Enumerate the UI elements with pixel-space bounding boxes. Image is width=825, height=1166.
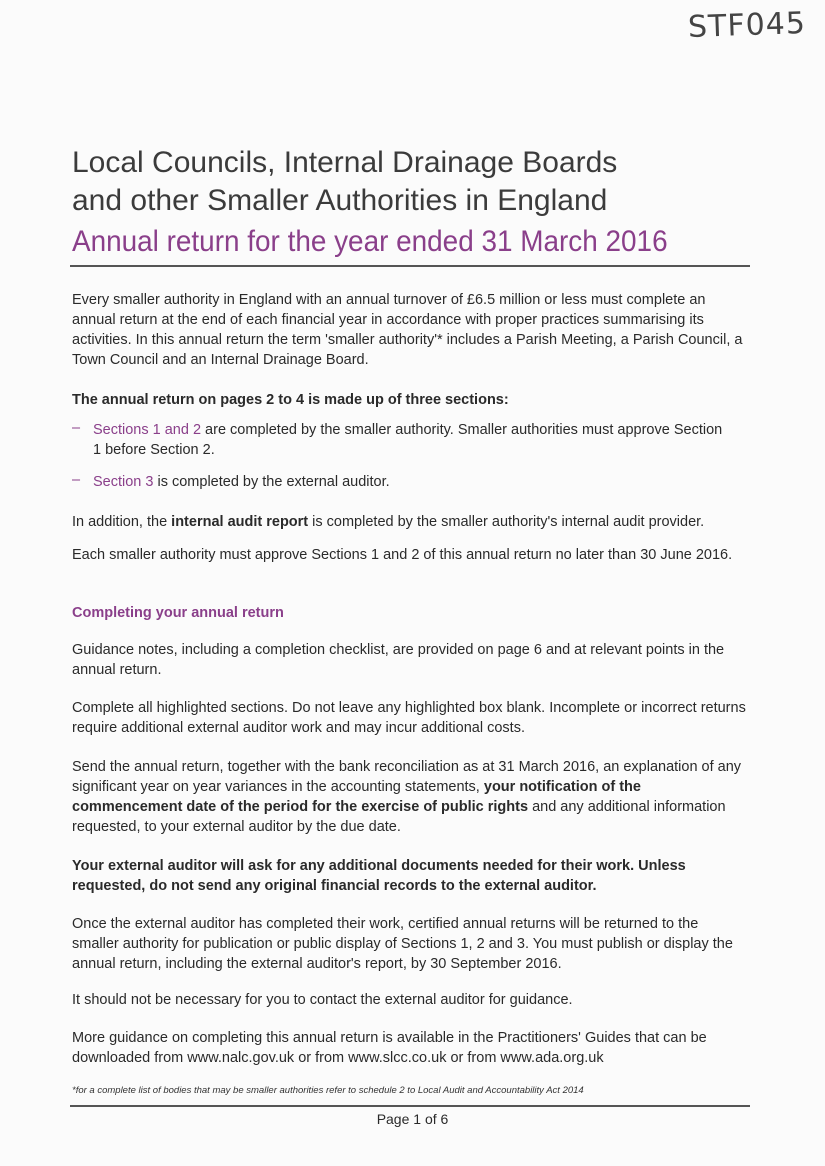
annual-return-title: Annual return for the year ended 31 March 2016 <box>72 225 668 258</box>
bullet-text-1: are completed by the smaller authority. Smaller authorities must approve Section 1 before Section 2. <box>93 422 723 458</box>
send-bold: your notification of the commencement date of the period for the exercise of public rights <box>72 779 641 815</box>
send-pre: Send the annual return, together with the bank reconciliation as at 31 March 2016, an explanation of any significant year on year variances in the accounting statements, <box>72 759 742 795</box>
bullet-dash-2: – <box>72 472 81 488</box>
bullet-sections-1-2 <box>93 420 733 460</box>
auditor-warning: Your external auditor will ask for any additional documents needed for their work. Unless requested, do not send any original financial records to the external auditor. <box>72 858 686 894</box>
send-paragraph <box>72 757 747 837</box>
section-3-link[interactable]: Section 3 <box>93 474 154 490</box>
internal-audit-paragraph <box>72 512 747 532</box>
bullet-dash-1: – <box>72 420 81 436</box>
footnote: *for a complete list of bodies that may be smaller authorities refer to schedule 2 to Local Audit and Accountability Act 2014 <box>72 1085 584 1096</box>
sections-heading: The annual return on pages 2 to 4 is made up of three sections: <box>72 392 509 408</box>
guidance-paragraph: Guidance notes, including a completion checklist, are provided on page 6 and at relevant points in the annual return. <box>72 642 725 678</box>
more-guidance-paragraph: More guidance on completing this annual return is available in the Practitioners' Guides that can be downloaded from www.nalc.gov.uk or from www.slcc.co.uk or from www.ada.org.uk <box>72 1030 707 1066</box>
handwritten-reference: STF045 <box>687 5 807 46</box>
completing-heading: Completing your annual return <box>72 605 284 621</box>
sections-1-2-link[interactable]: Sections 1 and 2 <box>93 422 202 438</box>
internal-audit-pre: In addition, the <box>72 514 172 530</box>
send-post: and any additional information requested, to your external auditor by the due date. <box>72 799 726 835</box>
bullet-text-2: is completed by the external auditor. <box>153 474 390 490</box>
internal-audit-post: is completed by the smaller authority's internal audit provider. <box>308 514 705 530</box>
bullet-section-3 <box>93 472 733 492</box>
once-completed-paragraph: Once the external auditor has completed their work, certified annual returns will be returned to the smaller authority for publication or public display of Sections 1, 2 and 3. You must publish or display the annual return, including the external auditor's report, by 30 September 2016. <box>72 916 733 972</box>
title-divider <box>70 265 750 267</box>
approve-paragraph: Each smaller authority must approve Sections 1 and 2 of this annual return no later than 30 June 2016. <box>72 547 733 563</box>
title-line-2: and other Smaller Authorities in England <box>72 184 608 217</box>
footer-divider <box>70 1105 750 1107</box>
intro-paragraph: Every smaller authority in England with an annual turnover of £6.5 million or less must complete an annual return at the end of each financial year in accordance with proper practices summarising its activities. In this annual return the term 'smaller authority'* includes a Parish Meeting, a Parish Council, a Town Council and an Internal Drainage Board. <box>72 292 743 368</box>
internal-audit-bold: internal audit report <box>171 514 309 530</box>
complete-all-paragraph: Complete all highlighted sections. Do not leave any highlighted box blank. Incomplete or incorrect returns require additional external auditor work and may incur additional costs. <box>72 700 746 736</box>
title-line-1: Local Councils, Internal Drainage Boards <box>72 146 618 179</box>
no-contact-paragraph: It should not be necessary for you to contact the external auditor for guidance. <box>72 992 573 1008</box>
page-number: Page 1 of 6 <box>376 1111 449 1127</box>
